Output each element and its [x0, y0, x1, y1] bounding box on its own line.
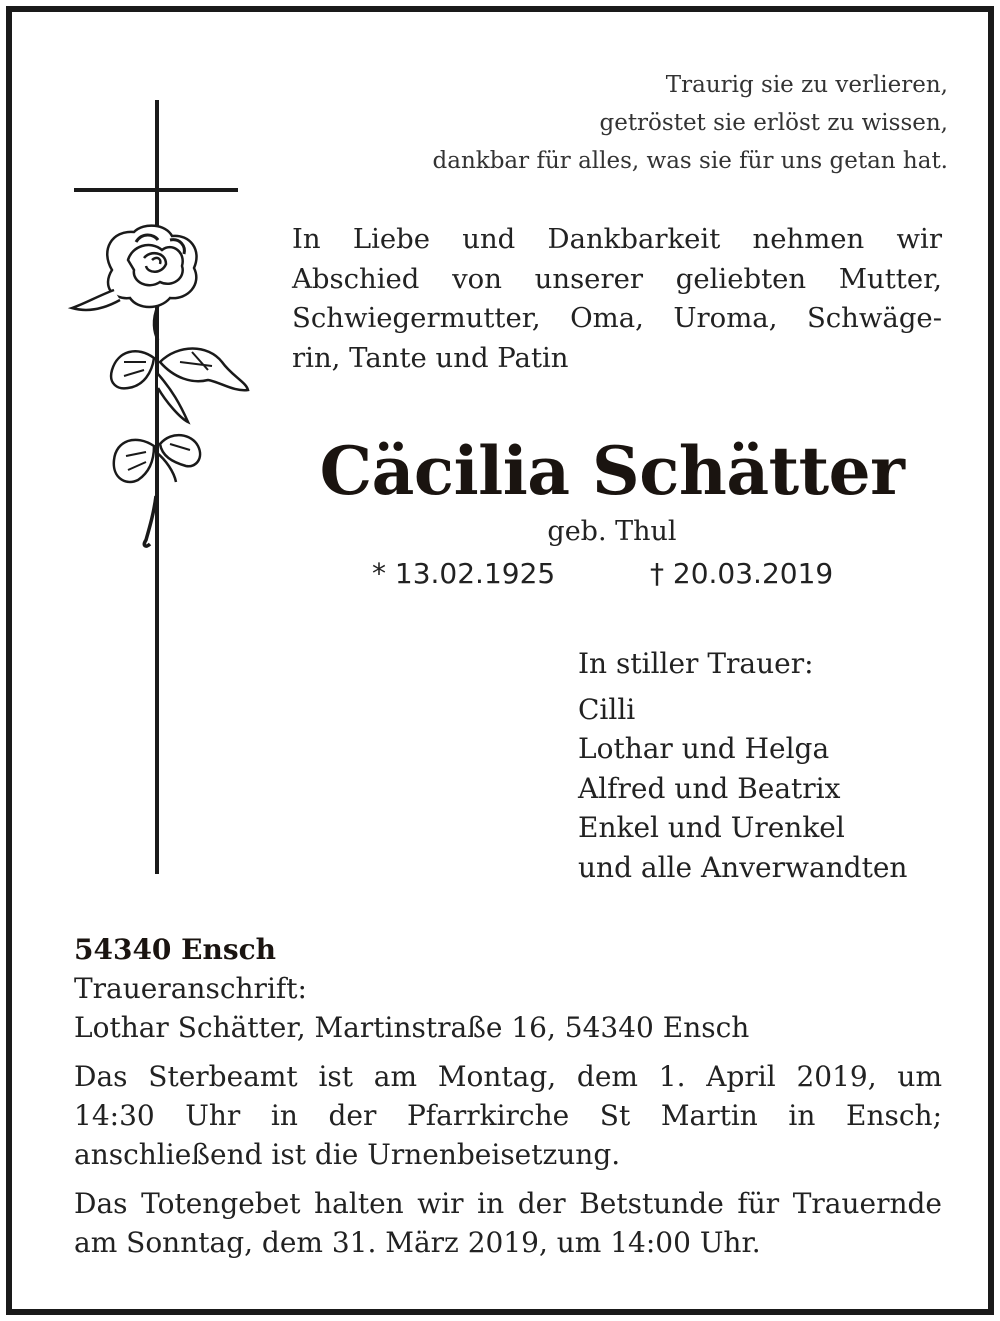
mourner-name: Lothar und Helga — [578, 732, 830, 765]
deceased-name: Cäcilia Schätter — [319, 432, 905, 510]
service-line: anschließend ist die Urnenbeisetzung. — [74, 1138, 621, 1171]
farewell-line: Schwiegermutter, Oma, Uroma, Schwäge- — [292, 302, 942, 334]
prayer-info — [74, 1184, 942, 1262]
birth-date: * 13.02.1925 — [372, 557, 556, 590]
quote-line: Traurig sie zu verlieren, — [665, 72, 948, 98]
death-date: † 20.03.2019 — [650, 557, 834, 590]
birth-name: geb. Thul — [547, 516, 677, 547]
mourners-list — [578, 644, 907, 887]
mourner-name: und alle Anverwandten — [578, 850, 908, 884]
cross-with-rose-icon — [62, 100, 262, 890]
service-line: 14:30 Uhr in der Pfarrkirche St Martin in Ensch; — [74, 1099, 942, 1132]
funeral-details — [74, 930, 942, 1262]
city: 54340 Ensch — [74, 933, 277, 966]
quote-line: getröstet sie erlöst zu wissen, — [599, 110, 948, 136]
life-dates — [372, 557, 834, 590]
obituary-frame — [6, 6, 994, 1315]
farewell-line: rin, Tante und Patin — [292, 341, 569, 374]
service-info — [74, 1057, 942, 1174]
mourner-name: Alfred und Beatrix — [578, 771, 841, 805]
address-label: Traueranschrift: — [74, 972, 307, 1005]
mourning-quote — [433, 66, 948, 180]
service-line: Das Sterbeamt ist am Montag, dem 1. April 2019, um — [74, 1060, 942, 1093]
prayer-line: am Sonntag, dem 31. März 2019, um 14:00 Uhr. — [74, 1226, 761, 1259]
prayer-line: Das Totengebet halten wir in der Betstunde für Trauernde — [74, 1187, 942, 1220]
mourning-address: Lothar Schätter, Martinstraße 16, 54340 Ensch — [74, 1011, 750, 1044]
farewell-line: In Liebe und Dankbarkeit nehmen wir — [292, 223, 942, 255]
mourners-heading: In stiller Trauer: — [578, 647, 814, 680]
mourner-name: Cilli — [578, 692, 636, 726]
farewell-line: Abschied von unserer geliebten Mutter, — [292, 262, 942, 295]
farewell-text — [292, 220, 942, 378]
quote-line: dankbar für alles, was sie für uns getan hat. — [432, 148, 948, 174]
mourner-name: Enkel und Urenkel — [578, 811, 845, 844]
